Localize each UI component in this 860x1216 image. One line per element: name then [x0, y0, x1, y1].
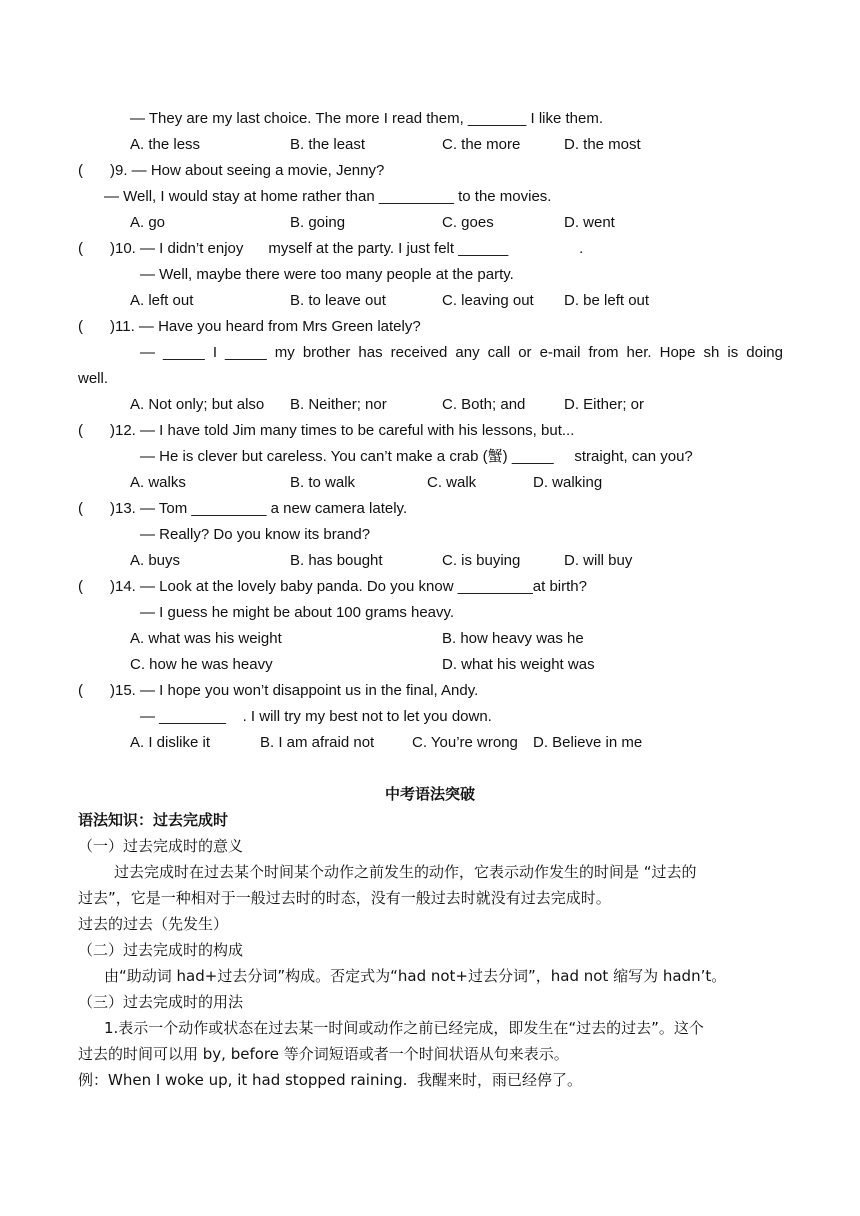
- grammar-topic: 语法知识：过去完成时: [78, 811, 229, 829]
- q9-option-a: A. go: [130, 214, 166, 231]
- meaning-note: 过去的过去（先发生）: [78, 915, 229, 933]
- meaning-para-line-2: 过去”，它是一种相对于一般过去时的时态，没有一般过去时就没有过去完成时。: [78, 889, 611, 907]
- q13-bracket: (: [78, 500, 83, 517]
- q13-option-b: B. has bought: [290, 552, 383, 569]
- q10-reply: — Well, maybe there were too many people at the party.: [140, 266, 514, 283]
- q15-reply: — ________ . I will try my best not to let you down.: [140, 708, 492, 725]
- q10-bracket: (: [78, 240, 83, 257]
- q15-option-d: D. Believe in me: [533, 734, 643, 751]
- q15-option-a: A. I dislike it: [130, 734, 211, 751]
- usage-para-line-1: 1.表示一个动作或状态在过去某一时间或动作之前已经完成，即发生在“过去的过去”。这个: [104, 1019, 704, 1037]
- q11-reply: — _____ I _____ my brother has received any call or e-mail from her. Hope sh is doing: [140, 344, 783, 361]
- q9-reply: — Well, I would stay at home rather than _________ to the movies.: [104, 188, 552, 205]
- q15-option-c: C. You’re wrong: [412, 734, 518, 751]
- q9-bracket: (: [78, 162, 83, 179]
- q10-option-c: C. leaving out: [442, 292, 534, 309]
- q12-option-a: A. walks: [130, 474, 186, 491]
- q10-option-a: A. left out: [130, 292, 194, 309]
- meaning-para-line-1: 过去完成时在过去某个时间某个动作之前发生的动作，它表示动作发生的时间是 “过去的: [114, 863, 697, 881]
- q8-answer-line: — They are my last choice. The more I read them, _______ I like them.: [130, 110, 604, 127]
- structure-para: 由“助动词 had+过去分词”构成。否定式为“had not+过去分词”，had not 缩写为 hadn’t。: [104, 967, 727, 985]
- q10-stem: )10. — I didn’t enjoy myself at the party. I just felt ______ .: [110, 240, 584, 257]
- q9-stem: )9. — How about seeing a movie, Jenny?: [110, 162, 385, 179]
- q12-reply: — He is clever but careless. You can’t make a crab (蟹) _____ straight, can you?: [140, 448, 693, 465]
- q8-option-c: C. the more: [442, 136, 521, 153]
- heading-meaning: （一）过去完成时的意义: [78, 837, 244, 855]
- q9-option-b: B. going: [290, 214, 346, 231]
- q12-option-c: C. walk: [427, 474, 477, 491]
- q12-bracket: (: [78, 422, 83, 439]
- q14-stem: )14. — Look at the lovely baby panda. Do you know _________at birth?: [110, 578, 587, 595]
- q8-option-b: B. the least: [290, 136, 366, 153]
- q13-option-c: C. is buying: [442, 552, 521, 569]
- q11-bracket: (: [78, 318, 83, 335]
- q13-reply: — Really? Do you know its brand?: [140, 526, 371, 543]
- q11-option-a: A. Not only; but also: [130, 396, 265, 413]
- q9-option-c: C. goes: [442, 214, 494, 231]
- q11-option-d: D. Either; or: [564, 396, 645, 413]
- q13-option-d: D. will buy: [564, 552, 633, 569]
- q10-option-b: B. to leave out: [290, 292, 386, 309]
- q9-option-d: D. went: [564, 214, 615, 231]
- q11-option-b: B. Neither; nor: [290, 396, 387, 413]
- q11-option-c: C. Both; and: [442, 396, 526, 413]
- q10-option-d: D. be left out: [564, 292, 650, 309]
- q15-bracket: (: [78, 682, 83, 699]
- q12-option-d: D. walking: [533, 474, 603, 491]
- heading-structure: （二）过去完成时的构成: [78, 941, 244, 959]
- q11-stem: )11. — Have you heard from Mrs Green lately?: [110, 318, 421, 335]
- q14-option-b: B. how heavy was he: [442, 630, 584, 647]
- q12-stem: )12. — I have told Jim many times to be careful with his lessons, but...: [110, 422, 575, 439]
- q13-option-a: A. buys: [130, 552, 181, 569]
- q14-option-a: A. what was his weight: [130, 630, 282, 647]
- q8-option-d: D. the most: [564, 136, 641, 153]
- q15-option-b: B. I am afraid not: [260, 734, 375, 751]
- q12-option-b: B. to walk: [290, 474, 356, 491]
- q14-bracket: (: [78, 578, 83, 595]
- q15-stem: )15. — I hope you won’t disappoint us in the final, Andy.: [110, 682, 479, 699]
- section-title: 中考语法突破: [384, 785, 475, 803]
- usage-para-line-2: 过去的时间可以用 by, before 等介词短语或者一个时间状语从句来表示。: [78, 1045, 569, 1063]
- q11-reply-cont: well.: [78, 370, 109, 387]
- heading-usage: （三）过去完成时的用法: [78, 993, 244, 1011]
- q13-stem: )13. — Tom _________ a new camera lately.: [110, 500, 408, 517]
- q8-option-a: A. the less: [130, 136, 201, 153]
- q14-option-c: C. how he was heavy: [130, 656, 273, 673]
- usage-example: 例：When I woke up, it had stopped raining. 我醒来时，雨已经停了。: [78, 1071, 582, 1089]
- q14-reply: — I guess he might be about 100 grams heavy.: [140, 604, 455, 621]
- q14-option-d: D. what his weight was: [442, 656, 595, 673]
